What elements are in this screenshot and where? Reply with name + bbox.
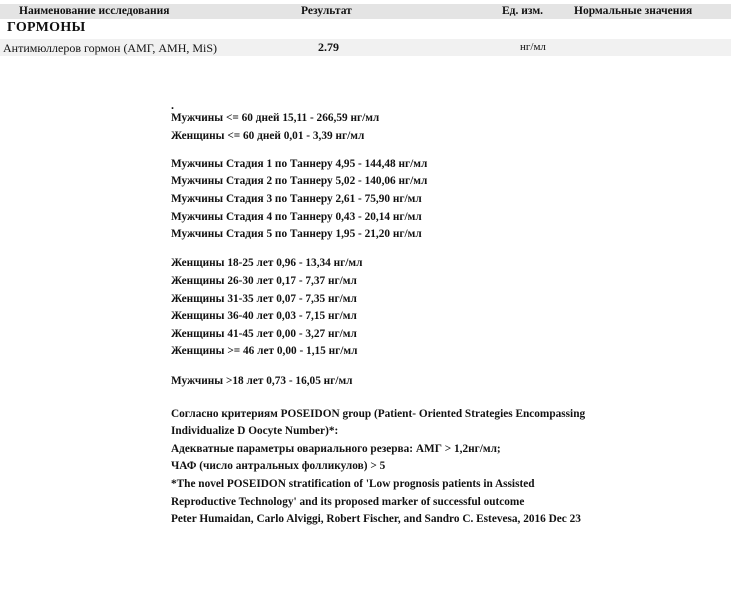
reference-line: Мужчины Стадия 5 по Таннеру 1,95 - 21,20 нг/мл [171, 228, 422, 241]
table-header [0, 4, 731, 19]
reference-line: Согласно критериям POSEIDON group (Patient- Oriented Strategies Encompassing [171, 407, 586, 420]
header-norm: Нормальные значения [574, 5, 693, 17]
reference-line: Женщины 26-30 лет 0,17 - 7,37 нг/мл [171, 275, 357, 288]
test-name: Антимюллеров гормон (АМГ, АМН, MiS) [3, 41, 218, 55]
reference-line: Peter Humaidan, Carlo Alviggi, Robert Fischer, and Sandro C. Estevesa, 2016 Dec 23 [171, 513, 581, 526]
reference-line: ЧАФ (число антральных фолликулов) > 5 [171, 460, 386, 473]
reference-line: Мужчины Стадия 4 по Таннеру 0,43 - 20,14 нг/мл [171, 210, 422, 223]
reference-line: Женщины 36-40 лет 0,03 - 7,15 нг/мл [171, 310, 357, 323]
header-unit: Ед. изм. [502, 5, 544, 17]
test-result: 2.79 [318, 40, 339, 54]
reference-line: *The novel POSEIDON stratification of 'Low prognosis patients in Assisted [171, 478, 535, 491]
header-result: Результат [301, 5, 352, 17]
reference-dot: . [171, 98, 174, 112]
reference-values [171, 110, 726, 529]
reference-line: Мужчины Стадия 2 по Таннеру 5,02 - 140,06 нг/мл [171, 175, 428, 188]
reference-line: Individualize D Oocyte Number)*: [171, 425, 339, 438]
reference-line: Мужчины <= 60 дней 15,11 - 266,59 нг/мл [171, 112, 380, 124]
reference-line: Мужчины Стадия 1 по Таннеру 4,95 - 144,48 нг/мл [171, 157, 428, 170]
reference-line: Мужчины >18 лет 0,73 - 16,05 нг/мл [171, 374, 353, 387]
reference-line: Женщины <= 60 дней 0,01 - 3,39 нг/мл [171, 129, 365, 142]
header-name: Наименование исследования [19, 5, 170, 17]
test-unit: нг/мл [520, 41, 546, 53]
reference-line: Женщины 31-35 лет 0,07 - 7,35 нг/мл [171, 292, 357, 305]
reference-line: Мужчины Стадия 3 по Таннеру 2,61 - 75,90 нг/мл [171, 193, 422, 206]
reference-line: Женщины 18-25 лет 0,96 - 13,34 нг/мл [171, 257, 363, 270]
reference-line: Женщины 41-45 лет 0,00 - 3,27 нг/мл [171, 327, 357, 340]
section-title: ГОРМОНЫ [7, 20, 86, 35]
reference-line: Адекватные параметры овариального резерва: АМГ > 1,2нг/мл; [171, 442, 501, 455]
reference-line: Reproductive Technology' and its proposed marker of successful outcome [171, 495, 525, 508]
reference-line: Женщины >= 46 лет 0,00 - 1,15 нг/мл [171, 345, 358, 358]
